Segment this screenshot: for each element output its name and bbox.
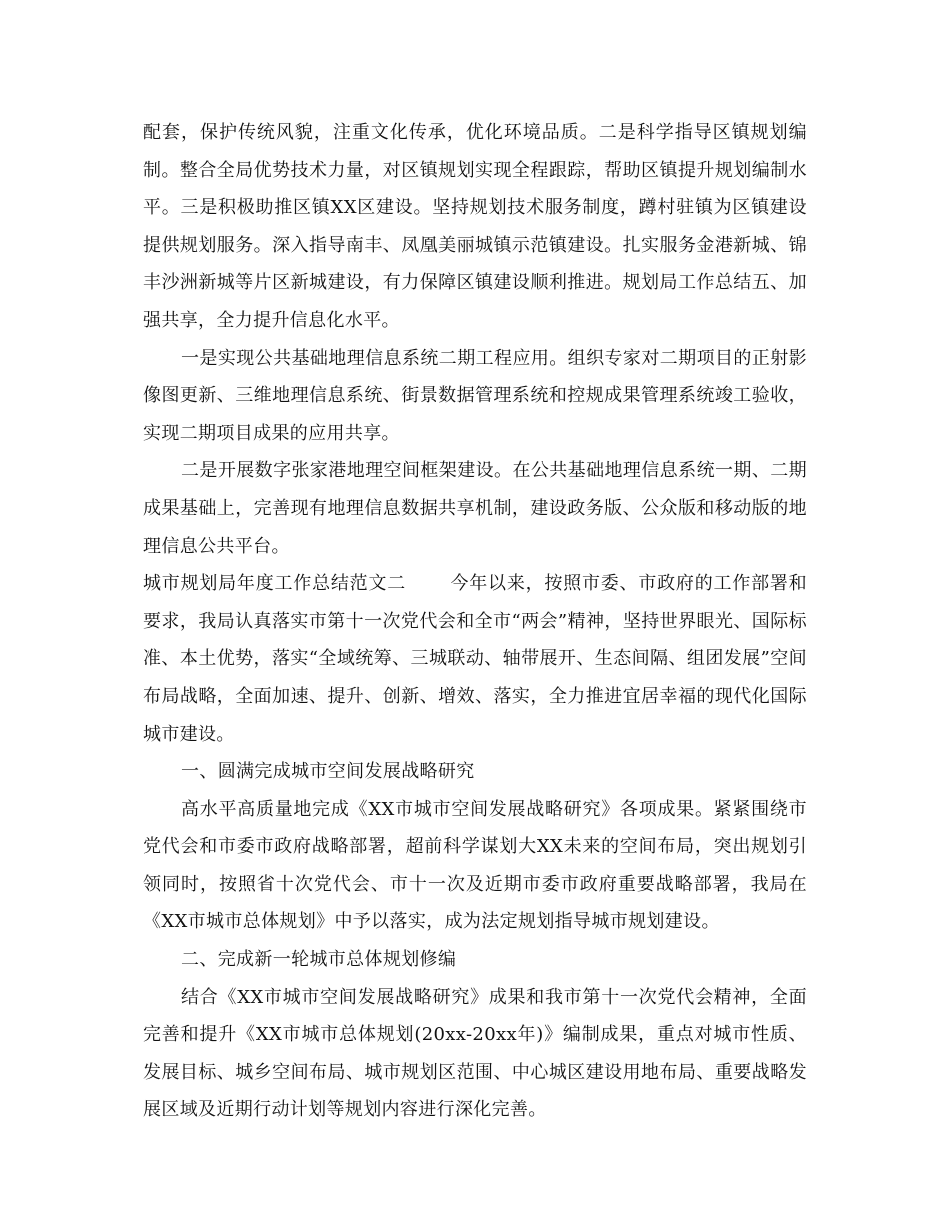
paragraph-1: 配套，保护传统风貌，注重文化传承，优化环境品质。二是科学指导区镇规划编制。整合全局优势技术力量，对区镇规划实现全程跟踪，帮助区镇提升规划编制水平。三是积极助推区镇XX区建设。坚持规划技术服务制度，蹲村驻镇为区镇建设提供规划服务。深入指导南丰、凤凰美丽城镇示范镇建设。扎实服务金港新城、锦丰沙洲新城等片区新城建设，有力保障区镇建设顺利推进。规划局工作总结五、加强共享，全力提升信息化水平。 [143, 122, 807, 331]
subheading-2: 二、完成新一轮城市总体规划修编 [181, 949, 457, 971]
paragraph-4 [143, 565, 807, 753]
paragraph-3: 二是开展数字张家港地理空间框架建设。在公共基础地理信息系统一期、二期成果基础上，完善现有地理信息数据共享机制，建设政务版、公众版和移动版的地理信息公共平台。 [143, 460, 807, 557]
document-body [143, 114, 807, 1129]
paragraph-2: 一是实现公共基础地理信息系统二期工程应用。组织专家对二期项目的正射影像图更新、三维地理信息系统、街景数据管理系统和控规成果管理系统竣工验收，实现二期项目成果的应用共享。 [143, 347, 807, 444]
subheading-1: 一、圆满完成城市空间发展战略研究 [181, 761, 475, 783]
paragraph-4-text: 今年以来，按照市委、市政府的工作部署和要求，我局认真落实市第十一次党代会和全市“两会”精神，坚持世界眼光、国际标准、本土优势，落实“全域统筹、三城联动、轴带展开、生态间隔、组团发展”空间布局战略，全面加速、提升、创新、增效、落实，全力推进宜居幸福的现代化国际城市建设。 [143, 573, 807, 745]
paragraph-6: 结合《XX市城市空间发展战略研究》成果和我市第十一次党代会精神，全面完善和提升《XX市城市总体规划(20xx-20xx年)》编制成果，重点对城市性质、发展目标、城乡空间布局、城市规划区范围、中心城区建设用地布局、重要战略发展区域及近期行动计划等规划内容进行深化完善。 [143, 986, 807, 1121]
section-heading: 城市规划局年度工作总结范文二 [143, 573, 407, 595]
paragraph-5: 高水平高质量地完成《XX市城市空间发展战略研究》各项成果。紧紧围绕市党代会和市委市政府战略部署，超前科学谋划大XX未来的空间布局，突出规划引领同时，按照省十次党代会、市十一次及近期市委市政府重要战略部署，我局在《XX市城市总体规划》中予以落实，成为法定规划指导城市规划建设。 [143, 798, 807, 933]
